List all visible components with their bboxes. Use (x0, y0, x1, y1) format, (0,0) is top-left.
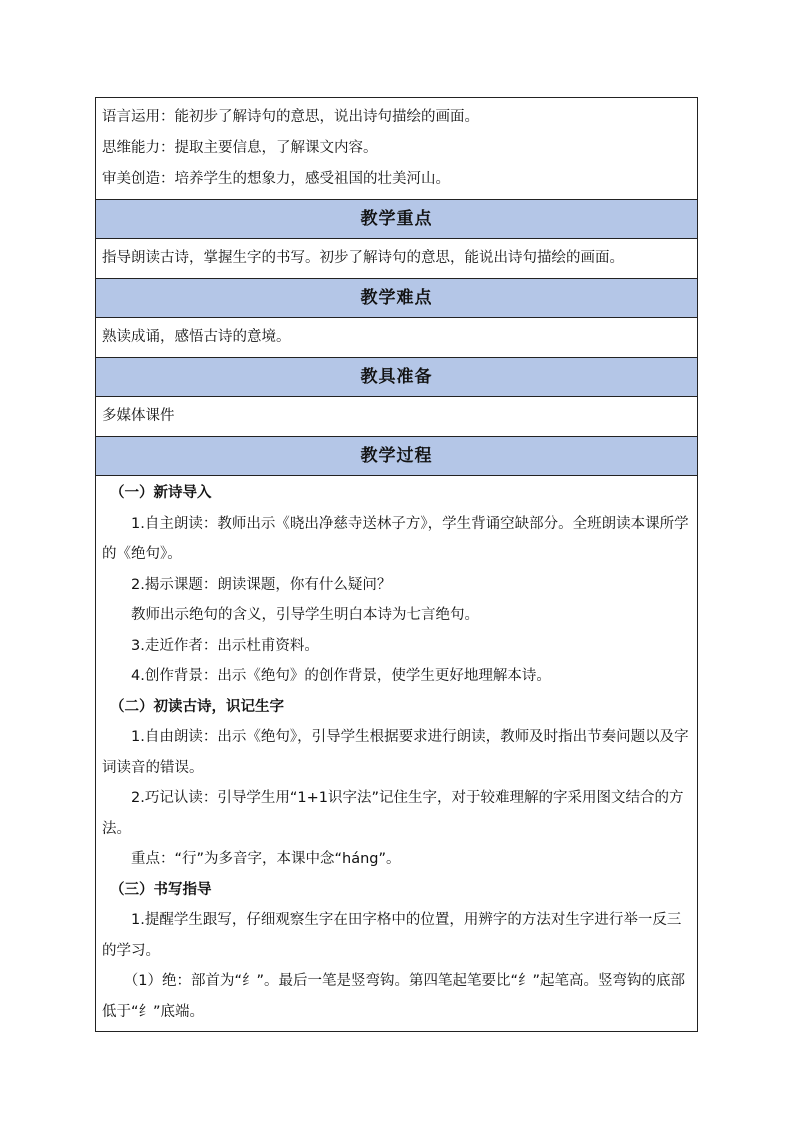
intro-item-1: 1.自主朗读：教师出示《晓出净慈寺送林子方》，学生背诵空缺部分。全班朗读本课所学的《绝句》。 (102, 515, 689, 562)
process-cell (96, 476, 697, 1031)
difficulties-text: 熟读成诵，感悟古诗的意境。 (102, 329, 291, 345)
key-points-cell (96, 239, 697, 279)
section-heading-intro: （一）新诗导入 (110, 485, 212, 501)
reading-item-3: 重点：“行”为多音字，本课中念“háng”。 (131, 851, 401, 867)
intro-item-5: 4.创作背景：出示《绝句》的创作背景，使学生更好地理解本诗。 (131, 668, 551, 684)
intro-item-3: 教师出示绝句的含义，引导学生明白本诗为七言绝句。 (131, 607, 479, 623)
reading-item-1: 1.自由朗读：出示《绝句》，引导学生根据要求进行朗读，教师及时指出节奏问题以及字词读音的错误。 (102, 729, 689, 776)
writing-item-2: （1）绝：部首为“纟”。最后一笔是竖弯钩。第四笔起笔要比“纟”起笔高。竖弯钩的底部低于“纟”底端。 (102, 973, 686, 1020)
materials-header: 教具准备 (96, 358, 697, 397)
writing-item-1: 1.提醒学生跟写，仔细观察生字在田字格中的位置，用辨字的方法对生字进行举一反三的学习。 (102, 912, 682, 959)
goal-aesthetic: 审美创造：培养学生的想象力，感受祖国的壮美河山。 (102, 171, 450, 187)
goals-cell (96, 98, 697, 200)
intro-item-2: 2.揭示课题：朗读课题，你有什么疑问？ (131, 576, 392, 593)
goal-language: 语言运用：能初步了解诗句的意思，说出诗句描绘的画面。 (102, 109, 479, 125)
difficulties-header: 教学难点 (96, 279, 697, 318)
section-heading-writing: （三）书写指导 (110, 881, 212, 898)
goal-thinking: 思维能力：提取主要信息，了解课文内容。 (102, 140, 378, 156)
key-points-header: 教学重点 (96, 200, 697, 239)
section-heading-reading: （二）初读古诗，识记生字 (110, 698, 284, 715)
lesson-plan-table (95, 97, 698, 1032)
process-header: 教学过程 (96, 437, 697, 476)
materials-cell (96, 397, 697, 437)
difficulties-cell (96, 318, 697, 358)
key-points-text: 指导朗读古诗，掌握生字的书写。初步了解诗句的意思，能说出诗句描绘的画面。 (102, 250, 624, 266)
materials-text: 多媒体课件 (102, 408, 175, 424)
reading-item-2: 2.巧记认读：引导学生用“1+1识字法”记住生字，对于较难理解的字采用图文结合的方法。 (102, 790, 684, 837)
intro-item-4: 3.走近作者：出示杜甫资料。 (131, 637, 319, 654)
